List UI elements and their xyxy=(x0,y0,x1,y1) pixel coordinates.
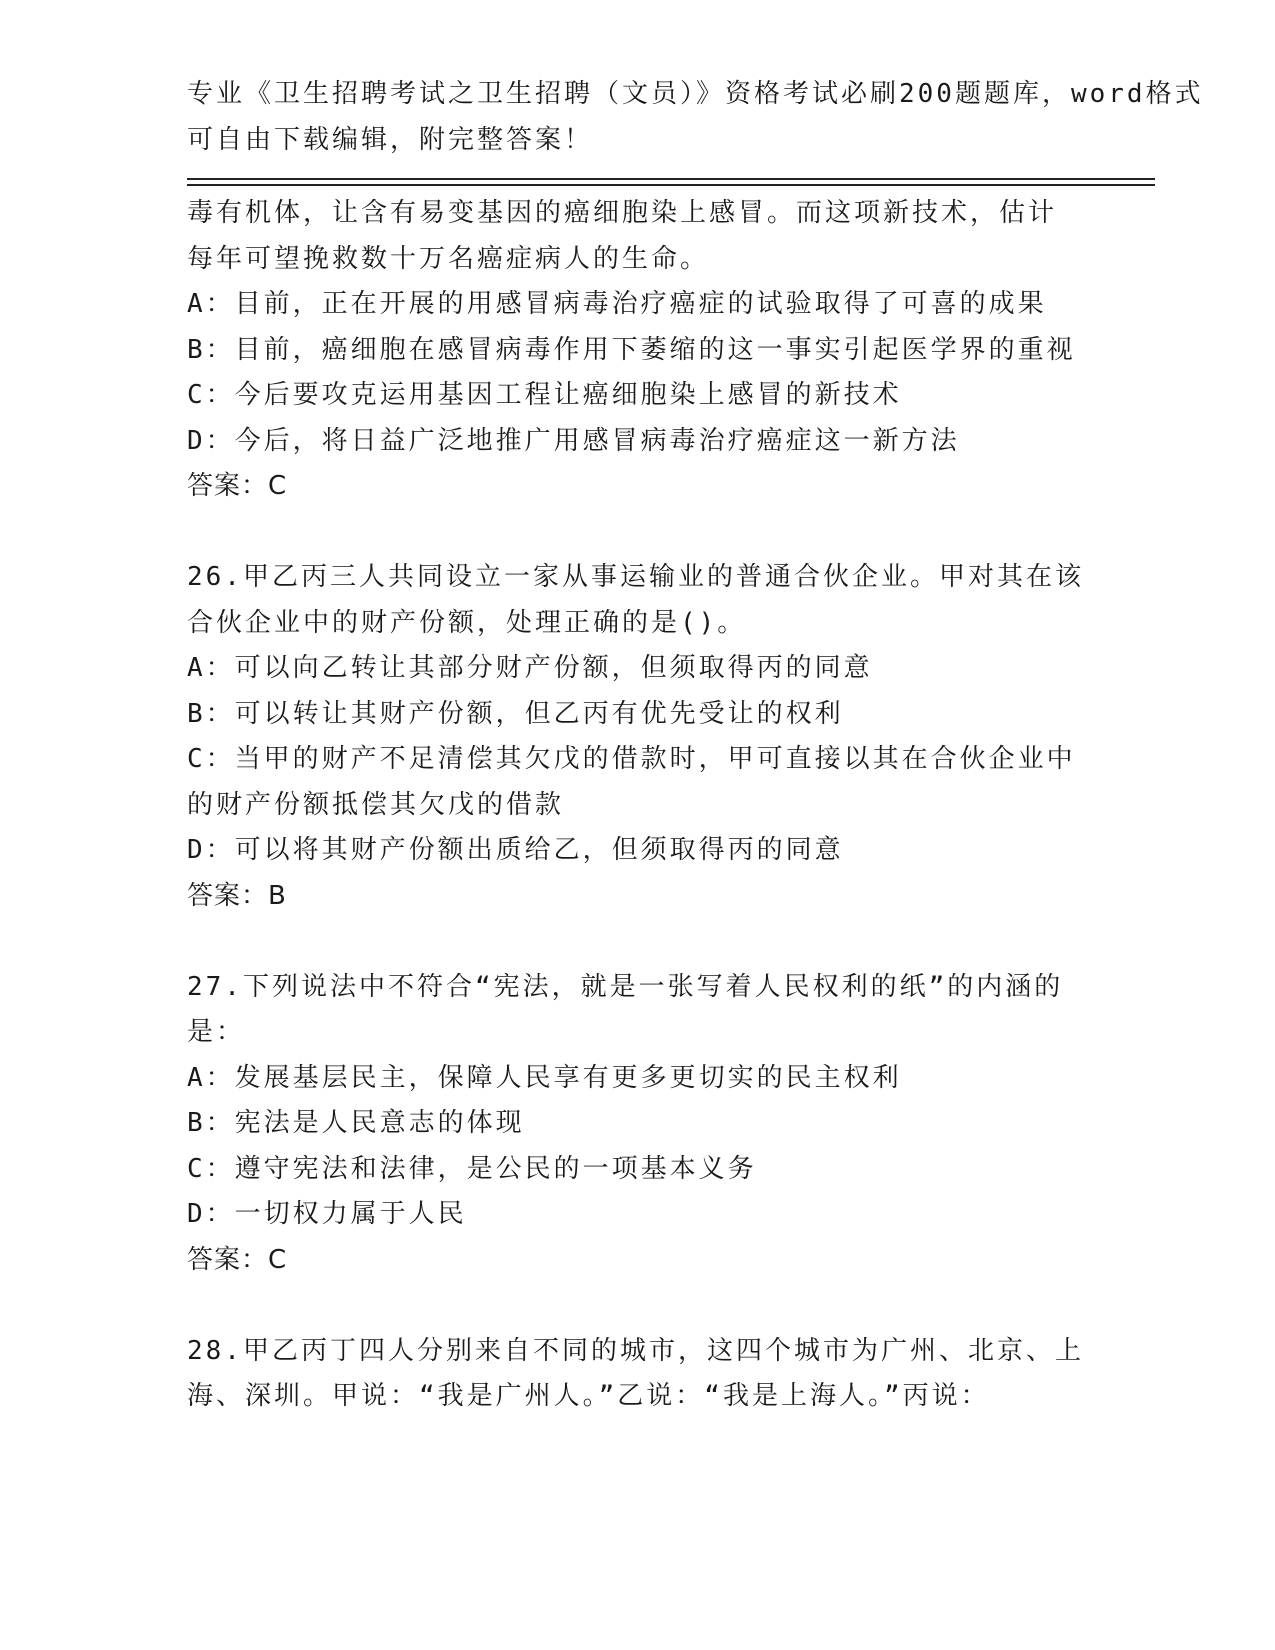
option-b: B：宪法是人民意志的体现 xyxy=(187,1108,525,1138)
question-stem-line: 海、深圳。甲说：“我是广州人。”乙说：“我是上海人。”丙说： xyxy=(187,1381,990,1411)
option-b: B：目前，癌细胞在感冒病毒作用下萎缩的这一事实引起医学界的重视 xyxy=(187,334,1076,365)
question-stem-line: 毒有机体，让含有易变基因的癌细胞染上感冒。而这项新技术，估计 xyxy=(187,198,1058,228)
answer: 答案：C xyxy=(187,1244,288,1275)
header-line-2: 可自由下载编辑，附完整答案！ xyxy=(187,124,594,155)
question-stem-line: 是： xyxy=(187,1017,246,1047)
option-c: C：今后要攻克运用基因工程让癌细胞染上感冒的新技术 xyxy=(187,380,902,410)
question-stem-line: 27.下列说法中不符合“宪法，就是一张写着人民权利的纸”的内涵的 xyxy=(187,971,1064,1002)
question-stem-line: 26.甲乙丙三人共同设立一家从事运输业的普通合伙企业。甲对其在该 xyxy=(187,562,1084,592)
header-line-1: 专业《卫生招聘考试之卫生招聘（文员）》资格考试必刷200题题库，word格式 xyxy=(187,79,1204,109)
header-divider-bottom xyxy=(187,184,1155,186)
question-25 xyxy=(187,191,1087,510)
answer: 答案：C xyxy=(187,471,288,501)
document-body xyxy=(187,191,1087,1420)
option-d: D：一切权力属于人民 xyxy=(187,1199,467,1229)
option-a: A：目前，正在开展的用感冒病毒治疗癌症的试验取得了可喜的成果 xyxy=(187,289,1047,319)
question-stem-line: 28.甲乙丙丁四人分别来自不同的城市，这四个城市为广州、北京、上 xyxy=(187,1335,1084,1366)
spacer xyxy=(187,919,1087,965)
option-a: A：发展基层民主，保障人民享有更多更切实的民主权利 xyxy=(187,1062,902,1093)
option-a: A：可以向乙转让其部分财产份额，但须取得丙的同意 xyxy=(187,653,873,683)
spacer xyxy=(187,1283,1087,1329)
option-c: C：遵守宪法和法律，是公民的一项基本义务 xyxy=(187,1153,757,1184)
option-c-continued: 的财产份额抵偿其欠戊的借款 xyxy=(187,789,565,820)
spacer xyxy=(187,510,1087,556)
question-26 xyxy=(187,555,1087,919)
document-header xyxy=(187,72,1204,163)
option-d: D：可以将其财产份额出质给乙，但须取得丙的同意 xyxy=(187,835,844,865)
question-stem-line: 每年可望挽救数十万名癌症病人的生命。 xyxy=(187,243,710,274)
option-b: B：可以转让其财产份额，但乙丙有优先受让的权利 xyxy=(187,698,844,729)
answer: 答案：B xyxy=(187,880,287,911)
question-28 xyxy=(187,1329,1087,1420)
question-stem-line: 合伙企业中的财产份额，处理正确的是()。 xyxy=(187,607,747,638)
option-c: C：当甲的财产不足清偿其欠戊的借款时，甲可直接以其在合伙企业中 xyxy=(187,744,1076,774)
option-d: D：今后，将日益广泛地推广用感冒病毒治疗癌症这一新方法 xyxy=(187,425,960,456)
header-divider-top xyxy=(187,178,1155,180)
question-27 xyxy=(187,965,1087,1284)
